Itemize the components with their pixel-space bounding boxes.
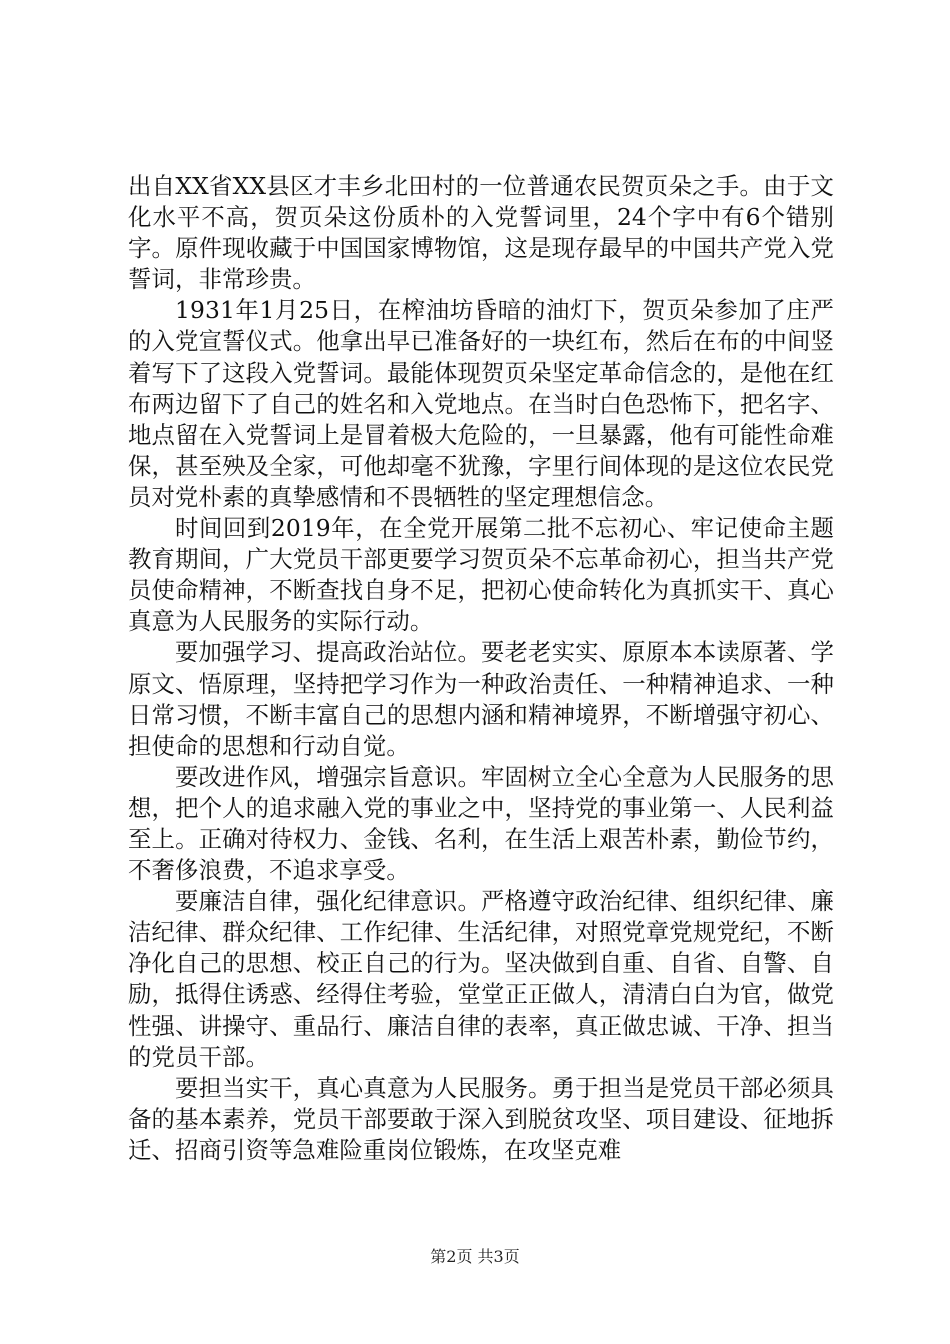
paragraph-self-discipline: 要廉洁自律，强化纪律意识。严格遵守政治纪律、组织纪律、廉洁纪律、群众纪律、工作纪律、生活纪律，对照党章党规党纪，不断净化自己的思想、校正自己的行为。坚决做到自重、自省、自警、自励，抵得住诱惑、经得住考验，堂堂正正做人，清清白白为官，做党性强、讲操守、重品行、廉洁自律的表率，真正做忠诚、干净、担当的党员干部。 [128,887,834,1071]
paragraph-take-responsibility: 要担当实干，真心真意为人民服务。勇于担当是党员干部必须具备的基本素养，党员干部要敢于深入到脱贫攻坚、项目建设、征地拆迁、招商引资等急难险重岗位锻炼，在攻坚克难 [128,1073,834,1164]
paragraph-theme-education: 时间回到2019年，在全党开展第二批不忘初心、牢记使命主题教育期间，广大党员干部更要学习贺页朵不忘革命初心，担当共产党员使命精神，不断查找自身不足，把初心使命转化为真抓实干、真心真意为人民服务的实际行动。 [128,514,834,636]
paragraph-continuation: 出自XX省XX县区才丰乡北田村的一位普通农民贺页朵之手。由于文化水平不高，贺页朵这份质朴的入党誓词里，24个字中有6个错别字。原件现收藏于中国国家博物馆，这是现存最早的中国共产党入党誓词，非常珍贵。 [128,172,834,294]
paragraph-oath-ceremony: 1931年1月25日，在榨油坊昏暗的油灯下，贺页朵参加了庄严的入党宣誓仪式。他拿出早已准备好的一块红布，然后在布的中间竖着写下了这段入党誓词。最能体现贺页朵坚定革命信念的，是他在红布两边留下了自己的姓名和入党地点。在当时白色恐怖下，把名字、地点留在入党誓词上是冒着极大危险的，一旦暴露，他有可能性命难保，甚至殃及全家，可他却毫不犹豫，字里行间体现的是这位农民党员对党朴素的真挚感情和不畏牺牲的坚定理想信念。 [128,296,834,511]
page-number-footer: 第2页 共3页 [430,1247,520,1266]
paragraph-strengthen-study: 要加强学习、提高政治站位。要老老实实、原原本本读原著、学原文、悟原理，坚持把学习作为一种政治责任、一种精神追求、一种日常习惯，不断丰富自己的思想内涵和精神境界，不断增强守初心、担使命的思想和行动自觉。 [128,638,834,760]
document-body [128,171,834,1166]
paragraph-improve-style: 要改进作风，增强宗旨意识。牢固树立全心全意为人民服务的思想，把个人的追求融入党的事业之中，坚持党的事业第一、人民利益至上。正确对待权力、金钱、名利，在生活上艰苦朴素，勤俭节约，不奢侈浪费，不追求享受。 [128,762,834,885]
